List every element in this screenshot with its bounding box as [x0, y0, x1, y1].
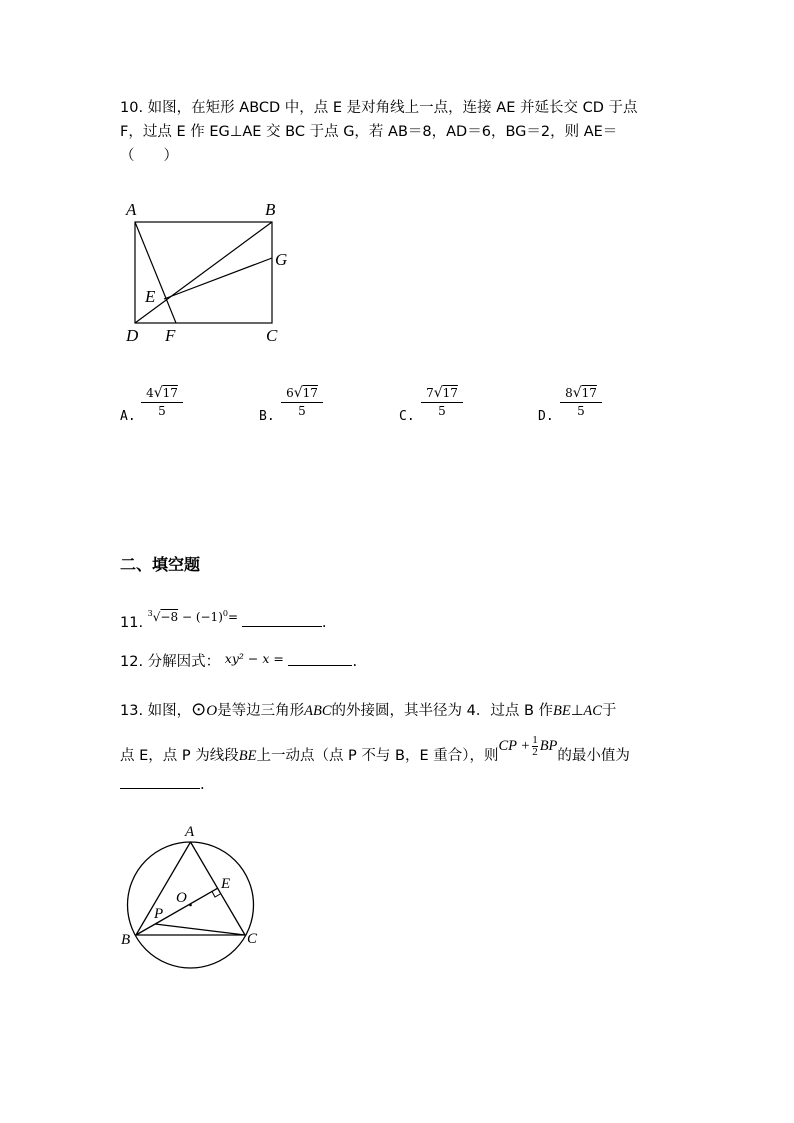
section-title: 二、填空题 — [120, 555, 201, 574]
q10-answer-paren: （ ） — [120, 148, 178, 164]
option-a-value: $\frac{4√17}{5}$ — [141, 385, 183, 418]
option-c-value: $\frac{7√17}{5}$ — [421, 385, 463, 418]
center-dot — [189, 904, 192, 907]
label-e: E — [145, 287, 156, 306]
label-d: D — [126, 326, 139, 345]
option-b-value: $\frac{6√17}{5}$ — [281, 385, 323, 418]
q11-line: 11. $^{^3√-8 - (-1)^0=}$ . — [120, 609, 327, 631]
circle-o-symbol: ⊙ — [191, 699, 207, 720]
q12-line: 12. 分解因式： xy² − x = . — [120, 651, 358, 670]
option-d-value: $\frac{8√17}{5}$ — [560, 385, 602, 418]
q11-number: 11. — [120, 615, 144, 631]
label-b: B — [265, 200, 276, 219]
option-c-label: C. — [399, 409, 415, 424]
segment-pc — [155, 924, 245, 935]
q11-answer-blank[interactable] — [242, 626, 322, 627]
label-p: P — [154, 906, 164, 922]
q12-answer-blank[interactable] — [288, 665, 352, 666]
q13-line-1: 13. 如图，⊙O是等边三角形ABC的外接圆，其半径为 4．过点 B 作BE⊥AC于 — [120, 699, 617, 720]
label-a: A — [126, 200, 137, 219]
q12-expression: xy² − x = — [224, 651, 284, 666]
label-c: C — [247, 931, 258, 947]
q10-line-1: 10. 如图，在矩形 ABCD 中，点 E 是对角线上一点，连接 AE 并延长交 CD 于点 — [120, 100, 638, 116]
q10-rectangle-figure — [120, 195, 300, 355]
option-d-label: D. — [538, 409, 554, 424]
q11-expression: 3√−8 − (−1)0= — [147, 609, 239, 624]
q13-expression: CP + $\frac{1}{2}$ BP — [498, 734, 558, 758]
option-b-label: B. — [259, 409, 275, 424]
side-ab — [136, 842, 191, 935]
q13-answer-blank[interactable] — [120, 788, 200, 789]
label-e: E — [221, 876, 231, 892]
label-g: G — [275, 250, 288, 269]
label-c: C — [266, 326, 278, 345]
label-b: B — [121, 932, 131, 948]
option-a-label: A. — [120, 409, 136, 424]
q13-line-2: 点 E，点 P 为线段BE上一动点（点 P 不与 B，E 重合），则CP + $\frac{1}{2}$ BP的最小值为 — [120, 734, 630, 764]
q13-line-3: . — [120, 775, 205, 795]
q13-circle-figure — [115, 820, 275, 975]
label-o: O — [176, 890, 187, 906]
label-a: A — [185, 824, 195, 840]
segment-eg — [164, 258, 272, 299]
q10-line-2: F，过点 E 作 EG⊥AE 交 BC 于点 G，若 AB＝8，AD＝6，BG＝2，则 AE＝ — [120, 124, 618, 140]
q12-text: 12. 分解因式： — [120, 654, 221, 670]
label-f: F — [165, 326, 176, 345]
